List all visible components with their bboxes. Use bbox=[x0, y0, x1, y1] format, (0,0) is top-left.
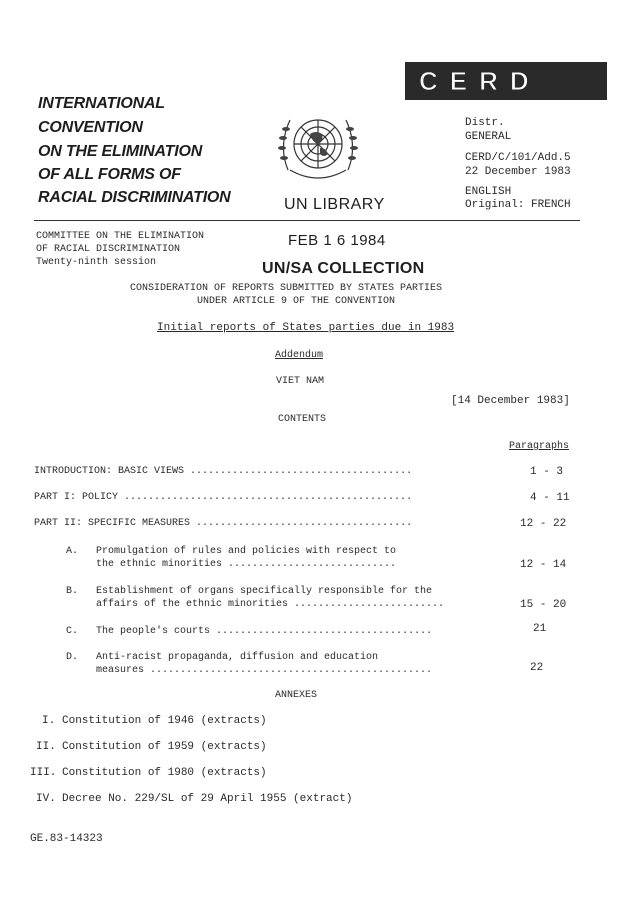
date-stamp: FEB 1 6 1984 bbox=[288, 232, 386, 249]
heading-line-2: UNDER ARTICLE 9 OF THE CONVENTION bbox=[197, 296, 396, 307]
annex-number: IV. bbox=[36, 793, 56, 805]
sub-entry-letter: A. bbox=[66, 546, 79, 557]
toc-entry-part-1: PART I: POLICY ................................................ bbox=[34, 492, 413, 503]
cerd-logo bbox=[405, 62, 607, 100]
sub-entry-a-line-2: the ethnic minorities ............................ bbox=[96, 559, 397, 570]
sub-entry-letter: B. bbox=[66, 586, 79, 597]
title-line-2: CONVENTION bbox=[38, 119, 143, 136]
sub-entry-paras: 22 bbox=[530, 662, 544, 674]
sub-entry-d-line-2: measures ............................................... bbox=[96, 665, 433, 676]
sub-entry-paras: 12 - 14 bbox=[520, 559, 567, 571]
annex-item: Constitution of 1980 (extracts) bbox=[62, 767, 267, 779]
annex-item: Constitution of 1946 (extracts) bbox=[62, 715, 267, 727]
sub-entry-b-line-2: affairs of the ethnic minorities ......................... bbox=[96, 599, 445, 610]
toc-entry-label: PART II: SPECIFIC MEASURES bbox=[34, 518, 191, 529]
country: VIET NAM bbox=[276, 376, 325, 387]
committee-line-1: COMMITTEE ON THE ELIMINATION bbox=[36, 231, 205, 242]
language: ENGLISH bbox=[465, 186, 512, 198]
annex-number: III. bbox=[30, 767, 57, 779]
annexes-heading: ANNEXES bbox=[275, 690, 318, 701]
sub-entry-paras: 15 - 20 bbox=[520, 599, 567, 611]
addendum: Addendum bbox=[275, 350, 324, 361]
toc-entry-paras: 12 - 22 bbox=[520, 518, 567, 530]
session: Twenty-ninth session bbox=[36, 257, 157, 268]
sub-entry-label: the ethnic minorities bbox=[96, 559, 223, 570]
un-emblem-icon bbox=[270, 104, 366, 190]
sub-entry-d-line-1: Anti-racist propaganda, diffusion and education bbox=[96, 652, 379, 663]
paragraphs-header: Paragraphs bbox=[509, 441, 570, 452]
annex-number: I. bbox=[42, 715, 56, 727]
report-date: [14 December 1983] bbox=[451, 395, 570, 407]
title-line-1: INTERNATIONAL bbox=[38, 95, 165, 112]
un-library-stamp: UN LIBRARY bbox=[284, 196, 385, 213]
sub-entry-label: affairs of the ethnic minorities bbox=[96, 599, 289, 610]
toc-entry-paras: 4 - 11 bbox=[530, 492, 570, 504]
sub-entry-a-line-1: Promulgation of rules and policies with respect to bbox=[96, 546, 397, 557]
sub-entry-letter: D. bbox=[66, 652, 79, 663]
toc-entry-label: INTRODUCTION: BASIC VIEWS bbox=[34, 466, 185, 477]
subtitle: Initial reports of States parties due in 1983 bbox=[157, 322, 455, 334]
distr-value: GENERAL bbox=[465, 131, 512, 143]
annex-item: Constitution of 1959 (extracts) bbox=[62, 741, 267, 753]
heading-line-1: CONSIDERATION OF REPORTS SUBMITTED BY STATES PARTIES bbox=[130, 283, 443, 294]
sub-entry-b-line-1: Establishment of organs specifically responsible for the bbox=[96, 586, 433, 597]
cerd-logo-text: CERD bbox=[419, 66, 541, 96]
sub-entry-label: measures bbox=[96, 665, 145, 676]
annex-item: Decree No. 229/SL of 29 April 1955 (extract) bbox=[62, 793, 353, 805]
distr-label: Distr. bbox=[465, 117, 505, 129]
original-language: Original: FRENCH bbox=[465, 199, 571, 211]
committee-line-2: OF RACIAL DISCRIMINATION bbox=[36, 244, 181, 255]
sub-entry-paras: 21 bbox=[533, 623, 547, 635]
sub-entry-label: The people's courts bbox=[96, 626, 211, 637]
sub-entry-letter: C. bbox=[66, 626, 79, 637]
sub-entry-c-line-1: The people's courts .................................... bbox=[96, 626, 433, 637]
title-line-4: OF ALL FORMS OF bbox=[38, 166, 181, 183]
annex-number: II. bbox=[36, 741, 56, 753]
contents-heading: CONTENTS bbox=[278, 414, 327, 425]
title-line-3: ON THE ELIMINATION bbox=[38, 143, 203, 160]
header-divider bbox=[34, 220, 580, 221]
document-date: 22 December 1983 bbox=[465, 166, 571, 178]
job-number: GE.83-14323 bbox=[30, 833, 103, 845]
collection-stamp: UN/SA COLLECTION bbox=[262, 260, 425, 277]
toc-entry-introduction: INTRODUCTION: BASIC VIEWS ..................................... bbox=[34, 466, 413, 477]
toc-entry-paras: 1 - 3 bbox=[530, 466, 564, 478]
title-line-5: RACIAL DISCRIMINATION bbox=[38, 189, 231, 206]
toc-entry-part-2: PART II: SPECIFIC MEASURES .................................... bbox=[34, 518, 413, 529]
document-symbol: CERD/C/101/Add.5 bbox=[465, 152, 571, 164]
toc-entry-label: PART I: POLICY bbox=[34, 492, 119, 503]
